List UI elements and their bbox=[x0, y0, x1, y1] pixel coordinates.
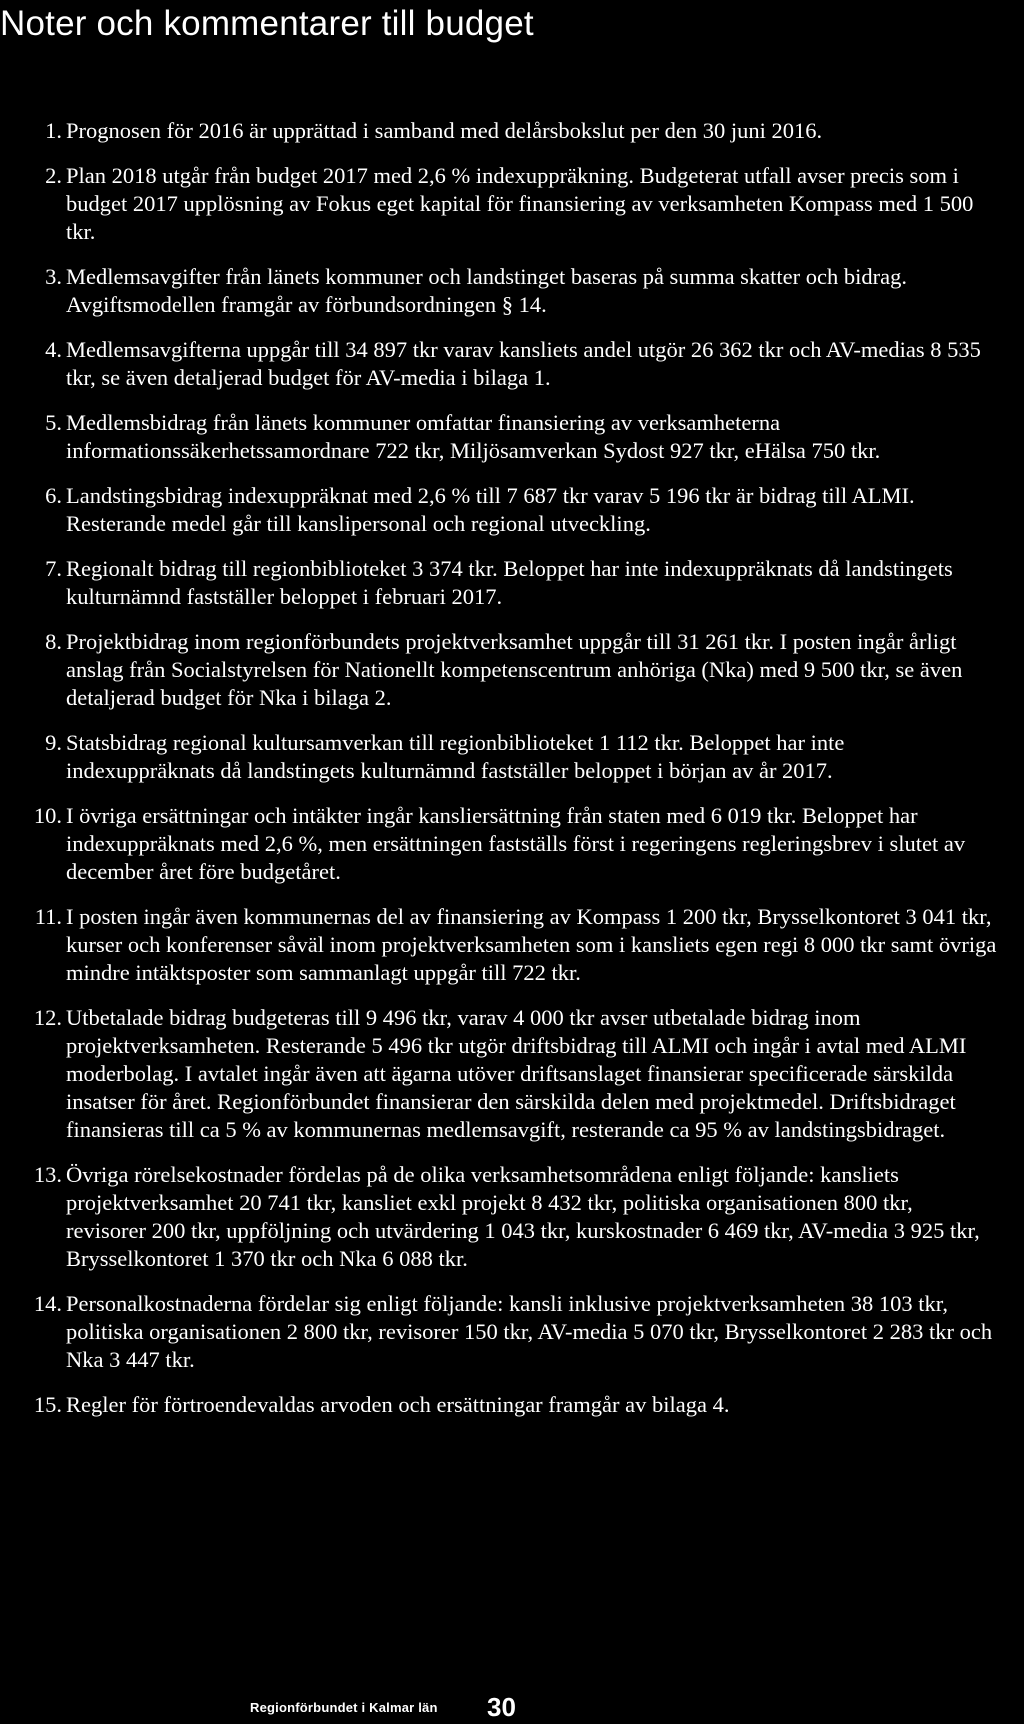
note-item bbox=[34, 903, 998, 987]
note-number: 5. bbox=[45, 410, 62, 435]
note-text: I posten ingår även kommunernas del av finansiering av Kompass 1 200 tkr, Brysselkontoret 3 041 tkr, kurser och konferenser såväl inom projektverksamheten som i kansliets egen regi 8 000 tkr samt övriga mindre intäktsposter som sammanlagt uppgår till 722 tkr. bbox=[66, 904, 997, 985]
note-item bbox=[33, 1161, 998, 1273]
note-number: 6. bbox=[45, 483, 62, 508]
note-number: 12. bbox=[33, 1005, 62, 1030]
note-item bbox=[33, 802, 998, 886]
note-number: 4. bbox=[45, 337, 62, 362]
note-number: 13. bbox=[33, 1162, 62, 1187]
note-text: Statsbidrag regional kultursamverkan till regionbiblioteket 1 112 tkr. Beloppet har inte indexuppräknats då landstingets kulturnämnd fastställer beloppet i början av år 2017. bbox=[66, 730, 845, 783]
note-text: Medlemsavgifterna uppgår till 34 897 tkr varav kansliets andel utgör 26 362 tkr och AV-medias 8 535 tkr, se även detaljerad budget för AV-media i bilaga 1. bbox=[66, 337, 981, 390]
note-text: Landstingsbidrag indexuppräknat med 2,6 % till 7 687 tkr varav 5 196 tkr är bidrag till ALMI. Resterande medel går till kanslipersonal och regional utveckling. bbox=[66, 483, 915, 536]
note-item bbox=[33, 1290, 998, 1374]
note-item bbox=[45, 409, 998, 465]
note-item bbox=[45, 729, 998, 785]
note-text: Regionalt bidrag till regionbiblioteket 3 374 tkr. Beloppet har inte indexuppräknats då landstingets kulturnämnd fastställer beloppet i februari 2017. bbox=[66, 556, 953, 609]
note-text: Prognosen för 2016 är upprättad i samband med delårsbokslut per den 30 juni 2016. bbox=[66, 118, 823, 143]
note-number: 8. bbox=[45, 629, 62, 654]
note-number: 3. bbox=[45, 264, 62, 289]
page-title: Noter och kommentarer till budget bbox=[0, 4, 534, 43]
note-item bbox=[45, 117, 998, 145]
note-text: I övriga ersättningar och intäkter ingår kansliersättning från staten med 6 019 tkr. Beloppet har indexuppräknats med 2,6 %, men ersättningen fastställs först i regeringens regleringsbrev i slutet av december året före budgetåret. bbox=[66, 803, 966, 884]
note-number: 15. bbox=[33, 1392, 62, 1417]
note-number: 11. bbox=[34, 904, 62, 929]
note-item bbox=[45, 628, 998, 712]
note-item bbox=[45, 482, 998, 538]
note-item bbox=[33, 1391, 998, 1419]
note-text: Plan 2018 utgår från budget 2017 med 2,6 % indexuppräkning. Budgeterat utfall avser precis som i budget 2017 upplösning av Fokus eget kapital för finansiering av verksamheten Kompass med 1 500 tkr. bbox=[66, 163, 974, 244]
note-text: Medlemsbidrag från länets kommuner omfattar finansiering av verksamheterna informationssäkerhetssamordnare 722 tkr, Miljösamverkan Sydost 927 tkr, eHälsa 750 tkr. bbox=[66, 410, 881, 463]
footer-organization: Regionförbundet i Kalmar län bbox=[250, 1700, 438, 1715]
note-item bbox=[45, 555, 998, 611]
note-number: 2. bbox=[45, 163, 62, 188]
note-number: 7. bbox=[45, 556, 62, 581]
page-footer bbox=[0, 1694, 1024, 1724]
note-item bbox=[45, 336, 998, 392]
note-text: Utbetalade bidrag budgeteras till 9 496 tkr, varav 4 000 tkr avser utbetalade bidrag inom projektverksamheten. Resterande 5 496 tkr utgör driftsbidrag till ALMI och ingår i avtal med ALMI moderbolag. I avtalet ingår även att ägarna utöver driftsanslaget finansierar specificerade särskilda insatser för året. Regionförbundet finansierar den särskilda delen med projektmedel. Driftsbidraget finansieras till ca 5 % av kommunernas medlemsavgift, resterande ca 95 % av landstingsbidraget. bbox=[66, 1005, 967, 1142]
note-text: Personalkostnaderna fördelar sig enligt följande: kansli inklusive projektverksamheten 38 103 tkr, politiska organisationen 2 800 tkr, revisorer 150 tkr, AV-media 5 070 tkr, Brysselkontoret 2 283 tkr och Nka 3 447 tkr. bbox=[66, 1291, 993, 1372]
notes-list bbox=[33, 117, 998, 1436]
note-item bbox=[33, 1004, 998, 1144]
note-text: Projektbidrag inom regionförbundets projektverksamhet uppgår till 31 261 tkr. I posten ingår årligt anslag från Socialstyrelsen för Nationellt kompetenscentrum anhöriga (Nka) med 9 500 tkr, se även detaljerad budget för Nka i bilaga 2. bbox=[66, 629, 963, 710]
note-number: 10. bbox=[33, 803, 62, 828]
note-number: 14. bbox=[33, 1291, 62, 1316]
note-item bbox=[45, 263, 998, 319]
note-text: Övriga rörelsekostnader fördelas på de olika verksamhetsområdena enligt följande: kansliets projektverksamhet 20 741 tkr, kansliet exkl projekt 8 432 tkr, politiska organisationen 800 tkr, revisorer 200 tkr, uppföljning och utvärdering 1 043 tkr, kurskostnader 6 469 tkr, AV-media 3 925 tkr, Brysselkontoret 1 370 tkr och Nka 6 088 tkr. bbox=[66, 1162, 980, 1271]
note-item bbox=[45, 162, 998, 246]
note-text: Medlemsavgifter från länets kommuner och landstinget baseras på summa skatter och bidrag. Avgiftsmodellen framgår av förbundsordningen § 14. bbox=[66, 264, 907, 317]
note-text: Regler för förtroendevaldas arvoden och ersättningar framgår av bilaga 4. bbox=[66, 1392, 730, 1417]
note-number: 9. bbox=[45, 730, 62, 755]
page-number: 30 bbox=[487, 1692, 516, 1722]
note-number: 1. bbox=[45, 118, 62, 143]
